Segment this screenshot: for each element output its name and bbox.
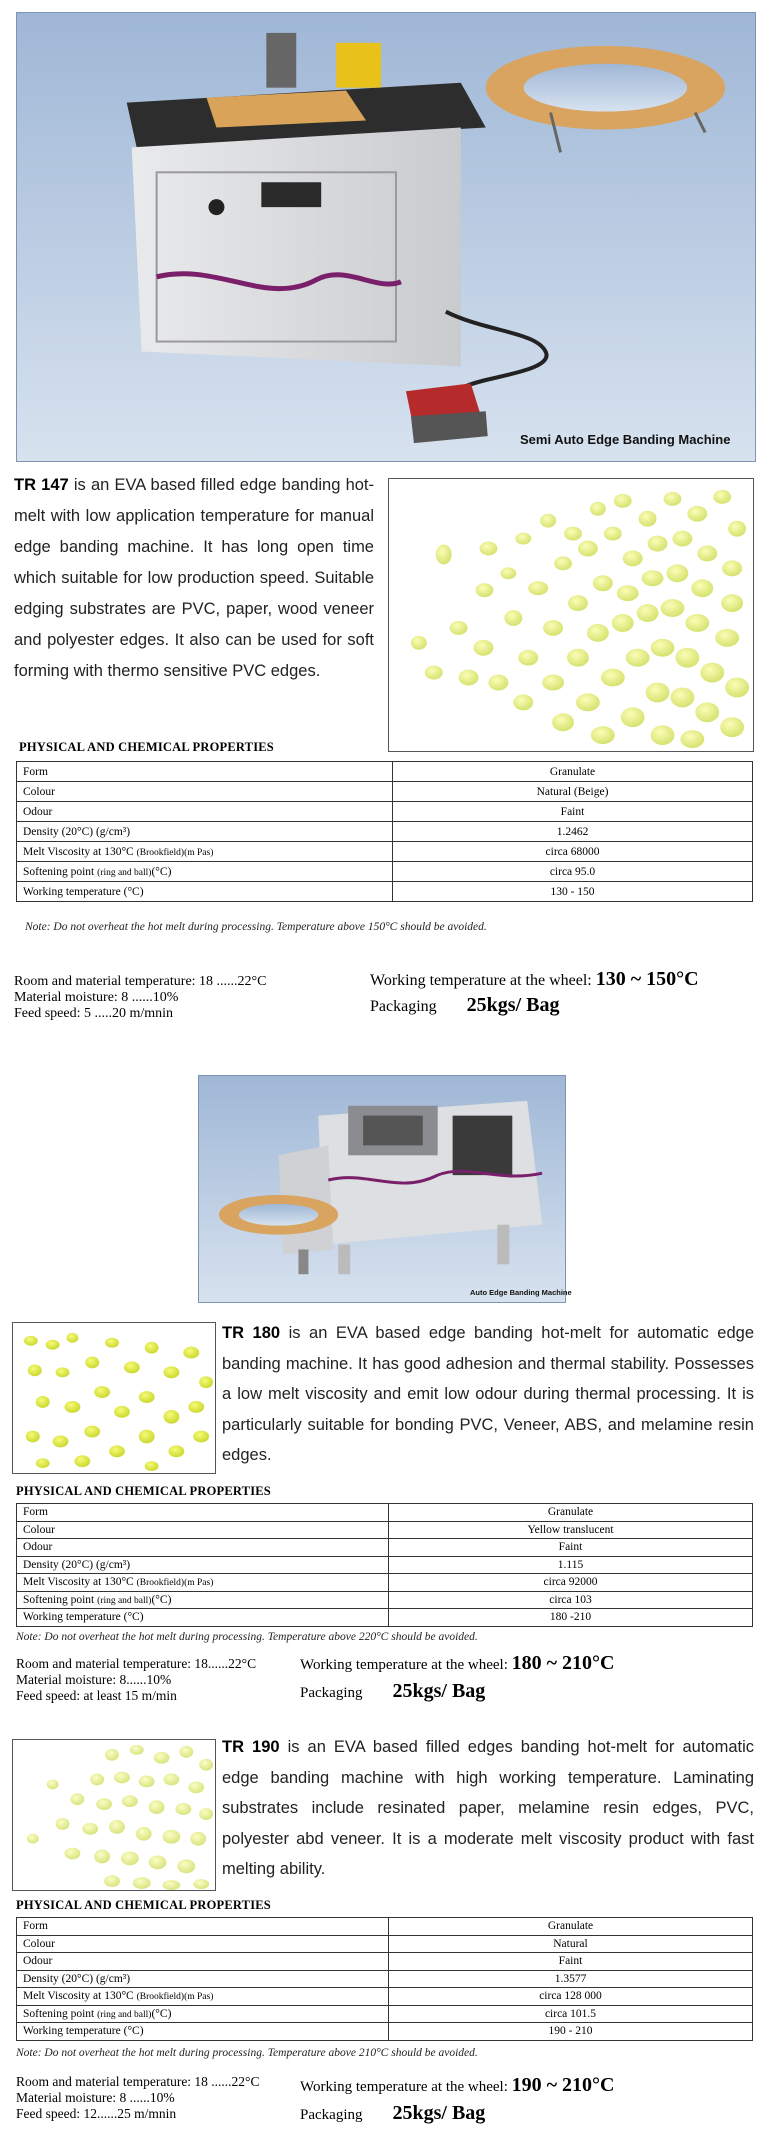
wheel-temperature xyxy=(300,2074,614,2097)
table-row xyxy=(17,1556,753,1574)
table-row xyxy=(17,842,753,862)
pellets-image xyxy=(12,1739,216,1891)
machine-caption: Semi Auto Edge Banding Machine xyxy=(520,432,731,447)
property-label: Density (20°C) (g/cm³) xyxy=(17,822,393,842)
property-label: Density (20°C) (g/cm³) xyxy=(17,1556,389,1574)
packaging xyxy=(300,2102,485,2125)
property-label: Colour xyxy=(17,782,393,802)
product-code: TR 147 xyxy=(14,476,69,494)
property-value: Granulate xyxy=(389,1918,753,1936)
property-value: Faint xyxy=(389,1953,753,1971)
product-description xyxy=(14,470,374,687)
property-label-note: (Brookfield)(m Pas) xyxy=(136,1992,214,2003)
table-row xyxy=(17,1539,753,1557)
wheel-temperature-value: 130 ~ 150°C xyxy=(595,968,699,990)
pellets-image xyxy=(12,1322,216,1474)
property-label-text: Softening point xyxy=(23,2007,98,2020)
property-value: circa 101.5 xyxy=(389,2005,753,2023)
property-label: Form xyxy=(17,762,393,782)
packaging-label: Packaging xyxy=(300,1685,363,1701)
properties-table xyxy=(16,1503,753,1627)
property-label: Odour xyxy=(17,802,393,822)
table-row xyxy=(17,1935,753,1953)
product-code: TR 190 xyxy=(222,1738,280,1756)
table-row xyxy=(17,1609,753,1627)
properties-title: PHYSICAL AND CHEMICAL PROPERTIES xyxy=(16,1484,271,1498)
property-value: Granulate xyxy=(389,1504,753,1522)
packaging xyxy=(300,1680,485,1703)
properties-title: PHYSICAL AND CHEMICAL PROPERTIES xyxy=(19,740,274,754)
auto-machine-photo xyxy=(198,1075,566,1303)
property-label-text: Softening point xyxy=(23,1593,98,1606)
wheel-temperature-label: Working temperature at the wheel: xyxy=(300,1657,512,1673)
wheel-temperature xyxy=(370,968,699,991)
property-label: Form xyxy=(17,1918,389,1936)
property-label-unit: (°C) xyxy=(151,865,172,878)
property-label: Odour xyxy=(17,1953,389,1971)
table-row xyxy=(17,822,753,842)
conditions xyxy=(16,1656,256,1704)
property-label-text: Melt Viscosity at 130°C xyxy=(23,1576,137,1589)
pellets-image xyxy=(388,478,754,752)
property-label xyxy=(17,1591,389,1609)
property-value: circa 103 xyxy=(389,1591,753,1609)
condition-line: Room and material temperature: 18......22°C xyxy=(16,1656,257,1671)
wheel-temperature-value: 180 ~ 210°C xyxy=(511,1652,615,1674)
properties-table xyxy=(16,761,753,902)
condition-line: Room and material temperature: 18 ......22°C xyxy=(16,2074,260,2089)
table-row xyxy=(17,2005,753,2023)
packaging-value: 25kgs/ Bag xyxy=(392,1680,486,1702)
property-label: Colour xyxy=(17,1521,389,1539)
property-value: 1.3577 xyxy=(389,1970,753,1988)
property-value: Natural (Beige) xyxy=(393,782,753,802)
property-label-note: (Brookfield)(m Pas) xyxy=(136,847,214,858)
product-description xyxy=(222,1732,754,1885)
property-label xyxy=(17,1988,389,2006)
packaging-value: 25kgs/ Bag xyxy=(392,2102,486,2124)
property-value: 1.2462 xyxy=(393,822,753,842)
processing-note: Note: Do not overheat the hot melt during processing. Temperature above 150°C should be avoided. xyxy=(25,921,487,933)
property-label-note: (Brookfield)(m Pas) xyxy=(136,1578,214,1589)
condition-line: Material moisture: 8......10% xyxy=(16,1672,172,1687)
property-label-unit: (°C) xyxy=(151,1593,172,1606)
table-row xyxy=(17,1953,753,1971)
property-value: Natural xyxy=(389,1935,753,1953)
property-value: circa 68000 xyxy=(393,842,753,862)
properties-table xyxy=(16,1917,753,2041)
description-text: is an EVA based filled edge banding hot-melt with low application temperature for manual edge banding machine. It has long open time which suitable for low production speed. Suitable edging substrates are PVC, paper, wood veneer and polyester edges. It also can be used for soft forming with thermo sensitive PVC edges. xyxy=(14,476,375,680)
description-text: is an EVA based filled edges banding hot-melt for automatic edge banding machine with high working temperature. Laminating substrates include resinated paper, melamine resin edges, PVC, polyester abd veneer. It is a moderate melt viscosity product with fast melting ability. xyxy=(222,1738,754,1878)
property-label-text: Melt Viscosity at 130°C xyxy=(23,845,137,858)
table-row xyxy=(17,2023,753,2041)
property-label: Colour xyxy=(17,1935,389,1953)
product-description xyxy=(222,1318,754,1471)
condition-line: Material moisture: 8 ......10% xyxy=(14,990,179,1005)
property-label-note: (ring and ball) xyxy=(97,867,152,878)
property-label xyxy=(17,1574,389,1592)
packaging-value: 25kgs/ Bag xyxy=(466,994,560,1016)
property-label-unit: (°C) xyxy=(151,2007,172,2020)
property-label-text: Softening point xyxy=(23,865,98,878)
property-value: circa 128 000 xyxy=(389,1988,753,2006)
properties-title: PHYSICAL AND CHEMICAL PROPERTIES xyxy=(16,1898,271,1912)
condition-line: Feed speed: 12......25 m/mnin xyxy=(16,2106,177,2121)
property-label-note: (ring and ball) xyxy=(97,2009,152,2020)
condition-line: Room and material temperature: 18 ......22°C xyxy=(14,974,267,989)
product-code: TR 180 xyxy=(222,1324,281,1342)
table-row xyxy=(17,882,753,902)
table-row xyxy=(17,1988,753,2006)
description-text: is an EVA based edge banding hot-melt for automatic edge banding machine. It has good adhesion and thermal stability. Possesses a low melt viscosity and emit low odour during thermal processing. It is particularly suitable for bonding PVC, Veneer, ABS, and melamine resin edges. xyxy=(222,1324,755,1464)
property-value: 130 - 150 xyxy=(393,882,753,902)
property-value: Granulate xyxy=(393,762,753,782)
machine-caption: Auto Edge Banding Machine xyxy=(470,1288,572,1297)
table-row xyxy=(17,1591,753,1609)
table-row xyxy=(17,762,753,782)
property-label xyxy=(17,842,393,862)
table-row xyxy=(17,1574,753,1592)
property-value: 1.115 xyxy=(389,1556,753,1574)
table-row xyxy=(17,1970,753,1988)
semi-auto-machine-photo xyxy=(16,12,756,462)
table-row xyxy=(17,1918,753,1936)
wheel-temperature xyxy=(300,1652,614,1675)
property-value: circa 95.0 xyxy=(393,862,753,882)
table-row xyxy=(17,802,753,822)
property-label: Density (20°C) (g/cm³) xyxy=(17,1970,389,1988)
property-value: Faint xyxy=(393,802,753,822)
wheel-temperature-label: Working temperature at the wheel: xyxy=(370,972,596,989)
property-label: Working temperature (°C) xyxy=(17,1609,389,1627)
property-label: Working temperature (°C) xyxy=(17,882,393,902)
packaging-label: Packaging xyxy=(300,2107,363,2123)
processing-note: Note: Do not overheat the hot melt during processing. Temperature above 220°C should be avoided. xyxy=(16,1631,478,1643)
table-row xyxy=(17,1504,753,1522)
property-label: Form xyxy=(17,1504,389,1522)
property-label xyxy=(17,2005,389,2023)
property-label: Odour xyxy=(17,1539,389,1557)
property-value: circa 92000 xyxy=(389,1574,753,1592)
conditions xyxy=(16,2074,259,2122)
conditions xyxy=(14,974,266,1022)
property-label-note: (ring and ball) xyxy=(97,1595,152,1606)
condition-line: Feed speed: at least 15 m/min xyxy=(16,1688,177,1703)
property-label-text: Melt Viscosity at 130°C xyxy=(23,1990,137,2003)
packaging xyxy=(370,994,559,1017)
property-value: 190 - 210 xyxy=(389,2023,753,2041)
property-value: Faint xyxy=(389,1539,753,1557)
property-label xyxy=(17,862,393,882)
table-row xyxy=(17,862,753,882)
packaging-label: Packaging xyxy=(370,998,437,1015)
table-row xyxy=(17,782,753,802)
property-label: Working temperature (°C) xyxy=(17,2023,389,2041)
processing-note: Note: Do not overheat the hot melt during processing. Temperature above 210°C should be avoided. xyxy=(16,2047,478,2059)
condition-line: Material moisture: 8 ......10% xyxy=(16,2090,175,2105)
property-value: Yellow translucent xyxy=(389,1521,753,1539)
wheel-temperature-value: 190 ~ 210°C xyxy=(511,2074,615,2096)
table-row xyxy=(17,1521,753,1539)
condition-line: Feed speed: 5 .....20 m/mnin xyxy=(14,1006,174,1021)
wheel-temperature-label: Working temperature at the wheel: xyxy=(300,2079,512,2095)
property-value: 180 -210 xyxy=(389,1609,753,1627)
